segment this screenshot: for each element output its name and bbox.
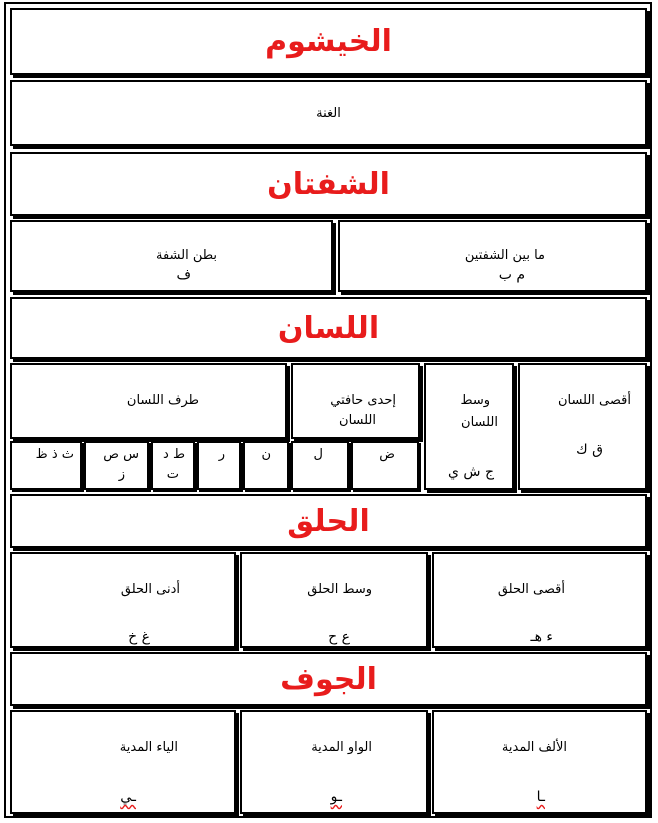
waw-madiyya-letters: ـو — [330, 789, 342, 805]
tha-letters: ث ذ ظ — [35, 447, 74, 462]
alif-madiyya-cell — [432, 710, 647, 814]
shafatan-heading-text: الشفتان — [267, 166, 390, 202]
aqsa-allisan-letters: ق ك — [576, 442, 603, 458]
dad-letter: ض — [379, 447, 395, 462]
batn-ashshafa-letters: ف — [176, 267, 191, 283]
wasat-alhalq-label: وسط الحلق — [307, 582, 372, 597]
ya-madiyya-cell — [10, 710, 236, 814]
ghunna-label: الغنة — [316, 106, 341, 121]
ihda-hafatay-label-line2: اللسان — [339, 413, 376, 428]
batn-ashshafa-cell — [10, 220, 333, 292]
ta-letters-line1: ط د — [163, 447, 185, 462]
wasat-allisan-label-line1: وسط — [460, 393, 490, 408]
ihda-hafatay-cell — [291, 363, 420, 439]
khayshum-heading — [10, 8, 647, 75]
waw-madiyya-label: الواو المدية — [311, 740, 372, 755]
ta-letters-line2: ت — [166, 467, 179, 482]
waw-madiyya-cell — [240, 710, 428, 814]
jawf-heading — [10, 652, 647, 706]
shafatan-heading — [10, 152, 647, 216]
lisan-dad-cell — [351, 441, 419, 490]
ya-madiyya-letters: ـي — [120, 789, 136, 805]
aqsa-alhalq-cell — [432, 552, 647, 648]
aqsa-alhalq-label: أقصى الحلق — [497, 582, 565, 597]
bayn-ashshafatayn-cell — [338, 220, 647, 292]
khayshum-ghunna-cell — [10, 80, 647, 146]
lisan-heading — [10, 297, 647, 359]
lam-letter: ل — [313, 447, 323, 462]
nun-letter: ن — [261, 447, 271, 462]
alif-madiyya-letters: ـا — [536, 789, 545, 805]
khayshum-heading-text: الخيشوم — [265, 24, 392, 59]
alif-madiyya-label: الألف المدية — [501, 740, 567, 755]
adna-alhalq-label: أدنى الحلق — [120, 582, 180, 597]
wasat-allisan-cell — [424, 363, 514, 490]
aqsa-allisan-cell — [518, 363, 647, 490]
wasat-alhalq-cell — [240, 552, 428, 648]
aqsa-allisan-label: أقصى اللسان — [557, 393, 631, 408]
lisan-nun-cell — [243, 441, 289, 490]
taraf-allisan-cell — [10, 363, 287, 439]
ihda-hafatay-label-line1: إحدى حافتي — [330, 393, 396, 408]
aqsa-alhalq-letters: ء هـ — [530, 629, 553, 645]
wasat-allisan-label-line2: اللسان — [461, 415, 498, 430]
bayn-ashshafatayn-label: ما بين الشفتين — [464, 248, 545, 263]
halq-heading-text: الحلق — [287, 503, 370, 539]
lisan-ra-cell — [197, 441, 241, 490]
sad-letters-line2: ز — [118, 467, 125, 482]
halq-heading — [10, 494, 647, 548]
lisan-sad-cell — [84, 441, 149, 490]
taraf-allisan-label: طرف اللسان — [126, 393, 199, 408]
adna-alhalq-letters: غ خ — [128, 629, 150, 645]
ra-letter: ر — [218, 447, 225, 462]
batn-ashshafa-label: بطن الشفة — [155, 248, 217, 263]
lisan-ta-cell — [151, 441, 195, 490]
lisan-lam-cell — [291, 441, 349, 490]
lisan-heading-text: اللسان — [277, 310, 380, 346]
wasat-allisan-letters: ج ش ي — [448, 464, 494, 480]
ya-madiyya-label: الياء المدية — [119, 740, 178, 755]
lisan-tha-cell — [10, 441, 82, 490]
wasat-alhalq-letters: ع ح — [328, 629, 350, 645]
sad-letters-line1: س ص — [103, 447, 139, 462]
jawf-heading-text: الجوف — [280, 661, 377, 697]
adna-alhalq-cell — [10, 552, 236, 648]
bayn-ashshafatayn-letters: م ب — [498, 267, 525, 283]
